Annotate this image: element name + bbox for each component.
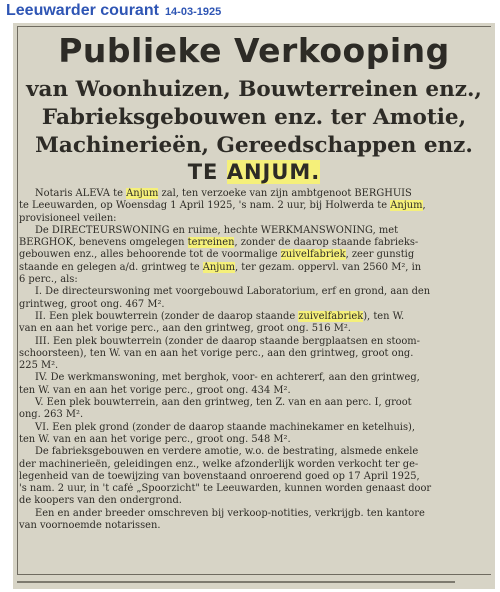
body-line: der machinerieën, geleidingen enz., welke afzonderlijk worden verkocht ter ge- <box>19 458 419 470</box>
body-line: IV. De werkmanswoning, met berghok, voor- en achtererf, aan den grintweg, <box>35 372 420 384</box>
masthead <box>6 2 221 24</box>
headline-location-place: ANJUM. <box>226 160 321 184</box>
body-line: Notaris ALEVA te Anjum zal, ten verzoeke van zijn ambtgenoot BERGHUIS <box>35 188 412 199</box>
headline-location <box>13 160 495 184</box>
newspaper-clipping <box>13 23 495 589</box>
advertisement-body <box>19 188 491 532</box>
body-line: De fabrieksgebouwen en verdere amotie, w.o. de bestrating, alsmede enkele <box>35 446 419 458</box>
body-line: III. Een plek bouwterrein (zonder de daarop staande bergplaatsen en stoom- <box>35 335 421 347</box>
body-line: te Leeuwarden, op Woensdag 1 April 1925, 's nam. 2 uur, bij Holwerda te Anjum, <box>19 200 426 212</box>
headline-location-prefix: TE <box>187 160 227 184</box>
body-line: BERGHOK, benevens omgelegen terreinen, zonder de daarop staande fabrieks- <box>19 237 419 249</box>
body-line: gebouwen enz., alles behoorende tot de voormalige zuivelfabriek, zeer gunstig <box>19 249 415 261</box>
body-line: 's nam. 2 uur, in 't café „Spoorzicht" te Leeuwarden, kunnen worden genaast door <box>19 483 432 495</box>
headline-line-4: Machinerieën, Gereedschappen enz. <box>35 133 473 158</box>
body-line: legenheid van de toewijzing van bovenstaand onroerend goed op 17 April 1925, <box>19 470 420 482</box>
body-line: De DIRECTEURSWONING en ruime, hechte WERKMANSWONING, met <box>35 224 399 236</box>
body-line: schoorsteen), ten W. van en aan het vorige perc., aan den grintweg, groot ong. <box>19 347 414 359</box>
search-hit-highlight: Anjum <box>202 261 235 273</box>
body-line: staande en gelegen a/d. grintweg te Anjum, ter gezam. oppervl. van 2560 M², in <box>19 261 422 273</box>
body-line: de koopers van den ondergrond. <box>19 495 182 507</box>
body-line: ten W. van en aan het vorige perc., groot ong. 434 M². <box>19 384 291 396</box>
body-line: Een en ander breeder omschreven bij verkoop-notities, verkrijgb. ten kantore <box>35 507 425 519</box>
headline-line-2: van Woonhuizen, Bouwterreinen enz., <box>26 77 482 102</box>
body-line: van en aan het vorige perc., aan den grintweg, groot ong. 516 M². <box>19 323 351 335</box>
body-line: II. Een plek bouwterrein (zonder de daarop staande zuivelfabriek), ten W. <box>35 310 405 322</box>
search-hit-highlight: Anjum <box>390 200 423 212</box>
headline-line-3: Fabrieksgebouwen enz. ter Amotie, <box>41 105 467 130</box>
clipping-bottom-rule <box>17 581 455 583</box>
publication-date: 14-03-1925 <box>164 6 222 18</box>
body-line: ten W. van en aan het vorige perc., groot ong. 548 M². <box>19 433 291 445</box>
body-line: 225 M². <box>19 360 59 372</box>
body-line: I. De directeurswoning met voorgebouwd Laboratorium, erf en grond, aan den <box>35 286 431 298</box>
search-hit-highlight: terreinen <box>187 237 235 249</box>
search-hit-highlight: zuivelfabriek <box>298 310 364 322</box>
search-hit-highlight: zuivelfabriek <box>280 249 346 261</box>
headline-title: Publieke Verkooping <box>58 31 450 70</box>
body-line: van voornoemde notarissen. <box>19 520 161 532</box>
body-line: V. Een plek bouwterrein, aan den grintweg, ten Z. van en aan perc. I, groot <box>35 397 412 409</box>
body-line: provisioneel veilen: <box>19 212 117 224</box>
search-hit-highlight: Anjum <box>126 188 159 199</box>
newspaper-name[interactable]: Leeuwarder courant <box>6 2 159 19</box>
body-line: ong. 263 M². <box>19 409 84 421</box>
body-line: 6 perc., als: <box>19 274 78 286</box>
body-line: grintweg, groot ong. 467 M². <box>19 298 165 310</box>
body-line: VI. Een plek grond (zonder de daarop staande machinekamer en ketelhuis), <box>35 421 416 433</box>
